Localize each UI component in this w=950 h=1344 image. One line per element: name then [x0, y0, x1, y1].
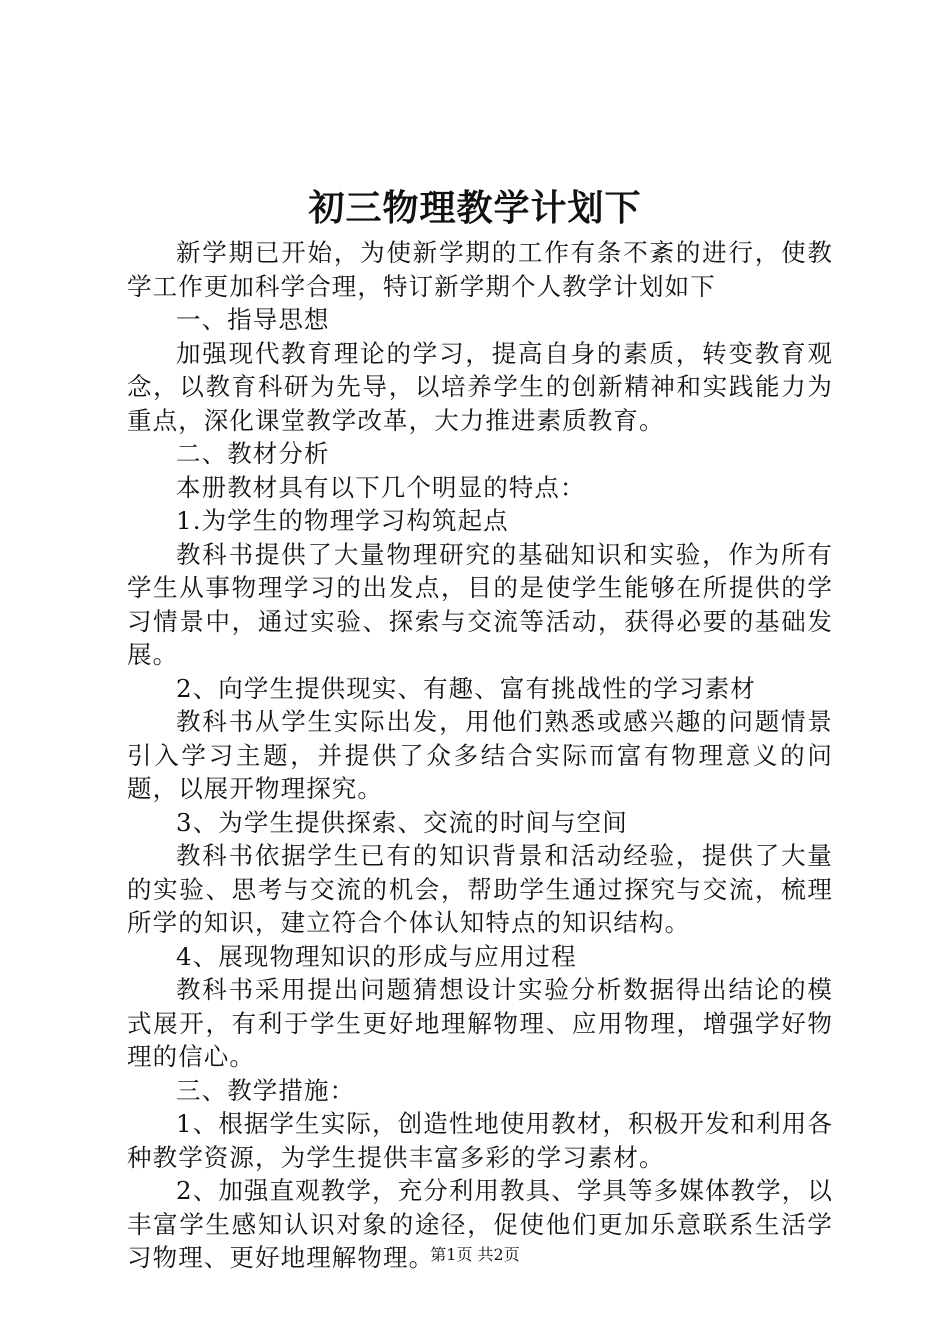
page-footer: 第1页 共2页 [430, 1245, 520, 1264]
section-heading-teaching-measures: 三、教学措施： [176, 1075, 356, 1105]
feature-heading-4: 4、展现物理知识的形成与应用过程 [176, 941, 577, 971]
feature-paragraph-4: 教科书采用提出问题猜想设计实验分析数据得出结论的模式展开，有利于学生更好地理解物理、应用物理，增强学好物理的信心。 [127, 975, 833, 1071]
guiding-ideology-paragraph: 加强现代教育理论的学习，提高自身的素质，转变教育观念，以教育科研为先导，以培养学生的创新精神和实践能力为重点，深化课堂教学改革，大力推进素质教育。 [127, 338, 833, 435]
feature-heading-3: 3、为学生提供探索、交流的时间与空间 [176, 807, 628, 837]
section-heading-guiding-ideology: 一、指导思想 [176, 305, 330, 334]
feature-paragraph-3: 教科书依据学生已有的知识背景和活动经验，提供了大量的实验、思考与交流的机会，帮助学生通过探究与交流，梳理所学的知识，建立符合个体认知特点的知识结构。 [127, 841, 833, 937]
textbook-features-intro: 本册教材具有以下几个明显的特点： [176, 472, 586, 502]
feature-heading-2: 2、向学生提供现实、有趣、富有挑战性的学习素材 [176, 673, 756, 703]
feature-heading-1: 1.为学生的物理学习构筑起点 [176, 506, 509, 535]
document-body [127, 236, 833, 1275]
intro-paragraph: 新学期已开始，为使新学期的工作有条不紊的进行，使教学工作更加科学合理，特订新学期个人教学计划如下 [127, 238, 833, 301]
section-heading-textbook-analysis: 二、教材分析 [176, 439, 330, 468]
measure-paragraph-1: 1、根据学生实际，创造性地使用教材，积极开发和利用各种教学资源，为学生提供丰富多彩的学习素材。 [127, 1109, 833, 1172]
feature-paragraph-1: 教科书提供了大量物理研究的基础知识和实验，作为所有学生从事物理学习的出发点，目的是使学生能够在所提供的学习情景中，通过实验、探索与交流等活动，获得必要的基础发展。 [127, 539, 833, 669]
feature-paragraph-2: 教科书从学生实际出发，用他们熟悉或感兴趣的问题情景引入学习主题，并提供了众多结合实际而富有物理意义的问题，以展开物理探究。 [127, 707, 833, 803]
document-title: 初三物理教学计划下 [308, 187, 642, 229]
measure-paragraph-2: 2、加强直观教学，充分利用教具、学具等多媒体教学，以丰富学生感知认识对象的途径，促使他们更加乐意联系生活学习物理、更好地理解物理。 [127, 1176, 833, 1272]
